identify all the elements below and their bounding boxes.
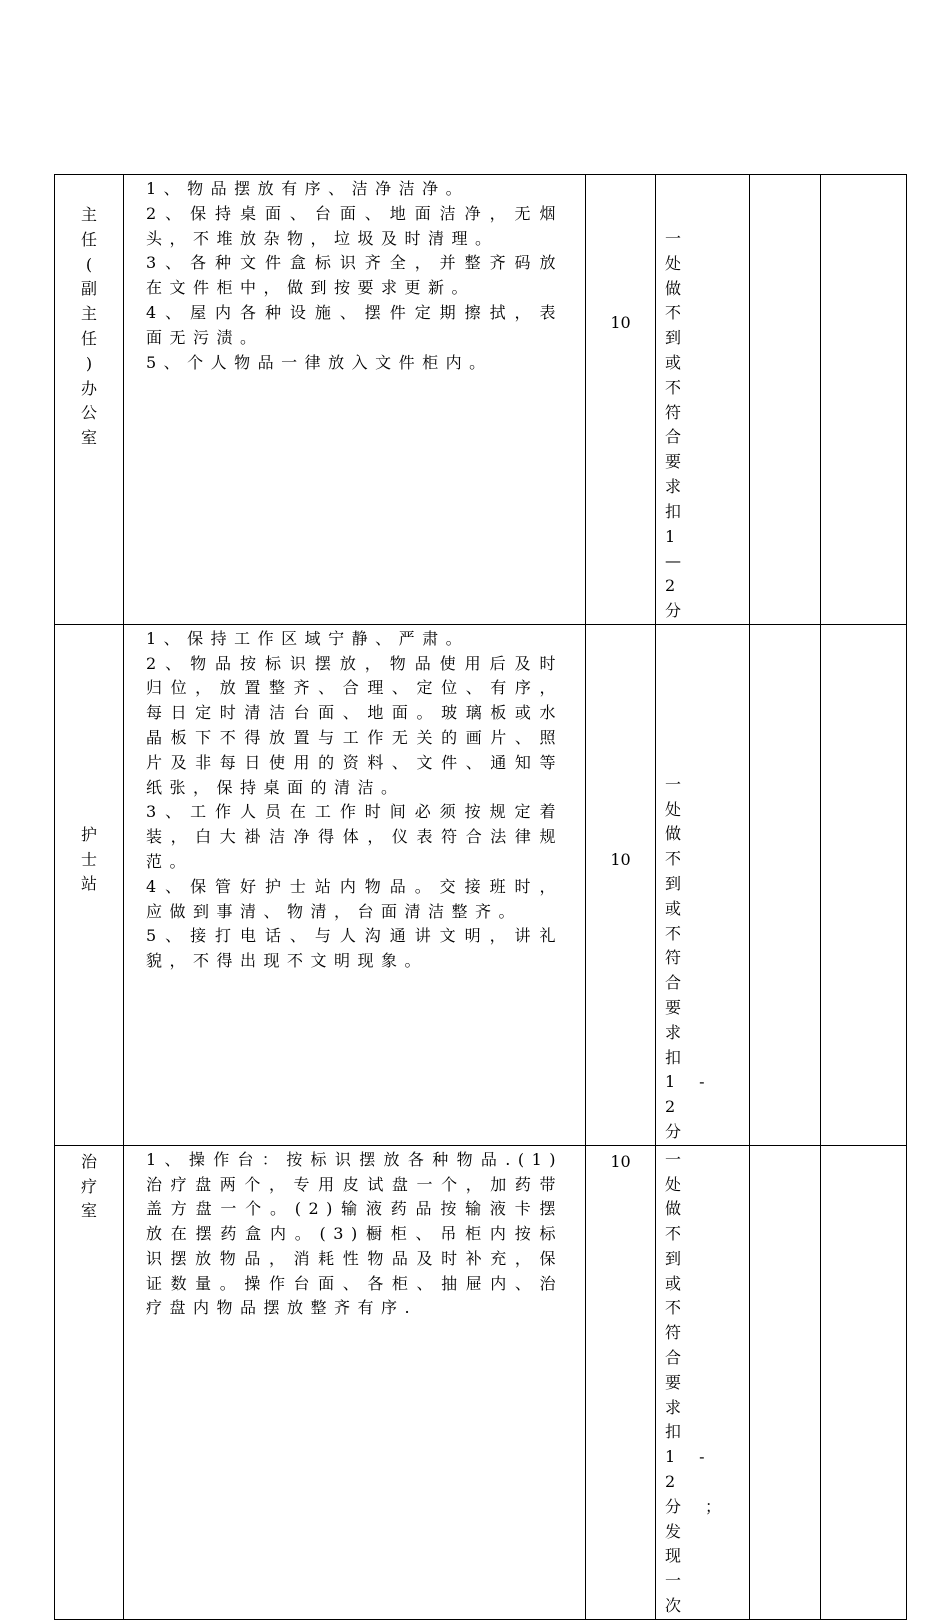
- area-cell: [55, 1145, 124, 1619]
- area-label: 治 疗 室: [80, 1151, 97, 1221]
- score-cell: 10: [586, 1145, 656, 1619]
- deduction-cell: 一处做不到或不符合要求扣1-2分: [656, 624, 750, 1145]
- requirements-cell: [124, 175, 586, 625]
- table-row-treatment-room: [55, 1145, 907, 1619]
- empty-cell: [750, 624, 821, 1145]
- requirement-item: 2、保持桌面、台面、地面洁净，无烟头，不堆放杂物，垃圾及时清理。: [146, 203, 563, 248]
- requirement-item: 1、操作台：按标识摆放各种物品.(1)治疗盘两个，专用皮试盘一个，加药带盖方盘一个。(2)输液药品按输液卡摆放在摆药盒内。(3)橱柜、吊柜内按标识摆放物品，消耗性物品及时补充，保证数量。操作台面、各柜、抽屉内、治疗盘内物品摆放整齐有序.: [146, 1149, 563, 1318]
- requirements-cell: [124, 1145, 586, 1619]
- area-label: 主 任 ( 副 主 任 ) 办 公 室: [80, 205, 97, 448]
- deduction-cell: 一处做不到或不符合要求扣1—2分: [656, 175, 750, 625]
- empty-cell: [821, 175, 907, 625]
- area-cell: [55, 624, 124, 1145]
- requirements-cell: [124, 624, 586, 1145]
- area-label: 护 士 站: [80, 824, 97, 894]
- requirement-item: 5、接打电话、与人沟通讲文明，讲礼貌，不得出现不文明现象。: [146, 926, 563, 971]
- empty-cell: [821, 1145, 907, 1619]
- table-row-director-office: [55, 175, 907, 625]
- requirement-item: 3、工作人员在工作时间必须按规定着装，白大褂洁净得体，仪表符合法律规范。: [146, 802, 563, 871]
- requirement-item: 4、屋内各种设施、摆件定期擦拭，表面无污渍。: [146, 302, 563, 347]
- requirement-item: 5、个人物品一律放入文件柜内。: [146, 352, 493, 372]
- empty-cell: [750, 175, 821, 625]
- requirement-item: 4、保管好护士站内物品。交接班时，应做到事清、物清，台面清洁整齐。: [146, 876, 563, 921]
- score-cell: 10: [586, 624, 656, 1145]
- score-cell: 10: [586, 175, 656, 625]
- requirement-item: 2、物品按标识摆放，物品使用后及时归位，放置整齐、合理、定位、有序，每日定时清洁台面、地面。玻璃板或水晶板下不得放置与工作无关的画片、照片及非每日使用的资料、文件、通知等纸张，保持桌面的清洁。: [146, 653, 563, 797]
- deduction-cell: 一处做不到或不符合要求扣1-2分；发现一次: [656, 1145, 750, 1619]
- empty-cell: [821, 624, 907, 1145]
- empty-cell: [750, 1145, 821, 1619]
- table-row-nurse-station: [55, 624, 907, 1145]
- requirement-item: 1、物品摆放有序、洁净洁净。: [146, 179, 470, 198]
- area-cell: [55, 175, 124, 625]
- inspection-table: [54, 174, 907, 1620]
- requirement-item: 3、各种文件盒标识齐全，并整齐码放在文件柜中，做到按要求更新。: [146, 253, 563, 298]
- requirement-item: 1、保持工作区域宁静、严肃。: [146, 628, 470, 648]
